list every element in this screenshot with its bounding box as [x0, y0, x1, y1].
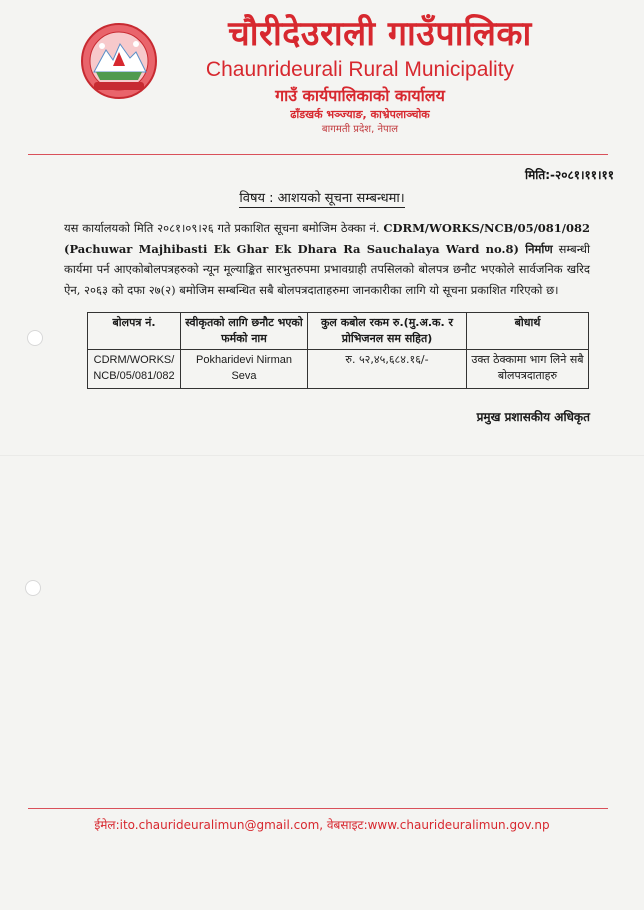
- selection-table: [87, 312, 589, 389]
- subject-text: विषय : आशयको सूचना सम्बन्धमा।: [239, 191, 405, 206]
- cell-amount: रु. ५२,४५,६८४.१६/-: [308, 350, 467, 389]
- footer-divider: [28, 808, 608, 809]
- body-part-1: यस कार्यालयको मिति २०८१।०९।२६ गते प्रकाशित सूचना बमोजिम ठेक्का नं.: [64, 221, 384, 235]
- contact-footer: ईमेल:ito.chaurideuralimun@gmail.com, वेबसाइट:www.chaurideuralimun.gov.np: [94, 818, 550, 832]
- notice-body: [64, 218, 590, 300]
- header-remarks: बोधार्थ: [467, 313, 589, 350]
- header-bid-no: बोलपत्र नं.: [88, 313, 181, 350]
- signatory-title: प्रमुख प्रशासकीय अधिकृत: [476, 410, 590, 424]
- body-part-2: निर्माण: [518, 241, 553, 256]
- header-amount: कुल कबोल रकम रु.(मु.अ.क. र प्रोभिजनल सम सहित): [308, 313, 467, 350]
- cell-bid-no: CDRM/WORKS/ NCB/05/081/082: [88, 350, 181, 389]
- contract-number: CDRM/WORKS/NCB/05/081/082 (Pachuwar Majhibasti Ek Ghar Ek Dhara Ra Sauchalaya Ward no.8): [64, 221, 590, 256]
- punch-hole: [27, 330, 43, 346]
- table-row: [88, 350, 589, 389]
- table-header-row: [88, 313, 589, 350]
- municipality-emblem-icon: [80, 22, 158, 100]
- body-part-3: सम्बन्धी कार्यमा पर्न आएकोबोलपत्रहरुको न्यून मूल्याङ्कित सारभुतरुपमा प्रभावग्राही तपसिलको बोलपत्र छनौट भएकोले सार्वजनिक खरिद ऐन, २०६३ को दफा २७(२) बमोजिम सम्बन्धित सबै बोलपत्रदाताहरुमा जानकारीका लागि यो सूचना प्रकाशित गरिएको छ।: [64, 241, 590, 297]
- office-name: गाउँ कार्यपालिकाको कार्यालय: [275, 86, 445, 105]
- municipality-title-nepali: चौरीदेउराली गाउँपालिका: [228, 14, 532, 54]
- punch-hole: [25, 580, 41, 596]
- office-address: ढाँडखर्क भञ्ज्याङ, काभ्रेपलाञ्चोक: [290, 108, 430, 121]
- cell-remarks: उक्त ठेक्कामा भाग लिने सबै बोलपत्रदाताहरु: [467, 350, 589, 389]
- fold-line: [0, 455, 644, 456]
- header-firm: स्वीकृतको लागि छनौट भएको फर्मको नाम: [181, 313, 308, 350]
- notice-subject: [0, 188, 644, 206]
- municipality-title-english: Chaunrideurali Rural Municipality: [205, 58, 515, 81]
- header-divider: [28, 154, 608, 155]
- office-province: बागमती प्रदेश, नेपाल: [321, 124, 399, 135]
- notice-date: मिति:-२०८१।११।११: [524, 168, 614, 182]
- cell-firm: Pokharidevi Nirman Seva: [181, 350, 308, 389]
